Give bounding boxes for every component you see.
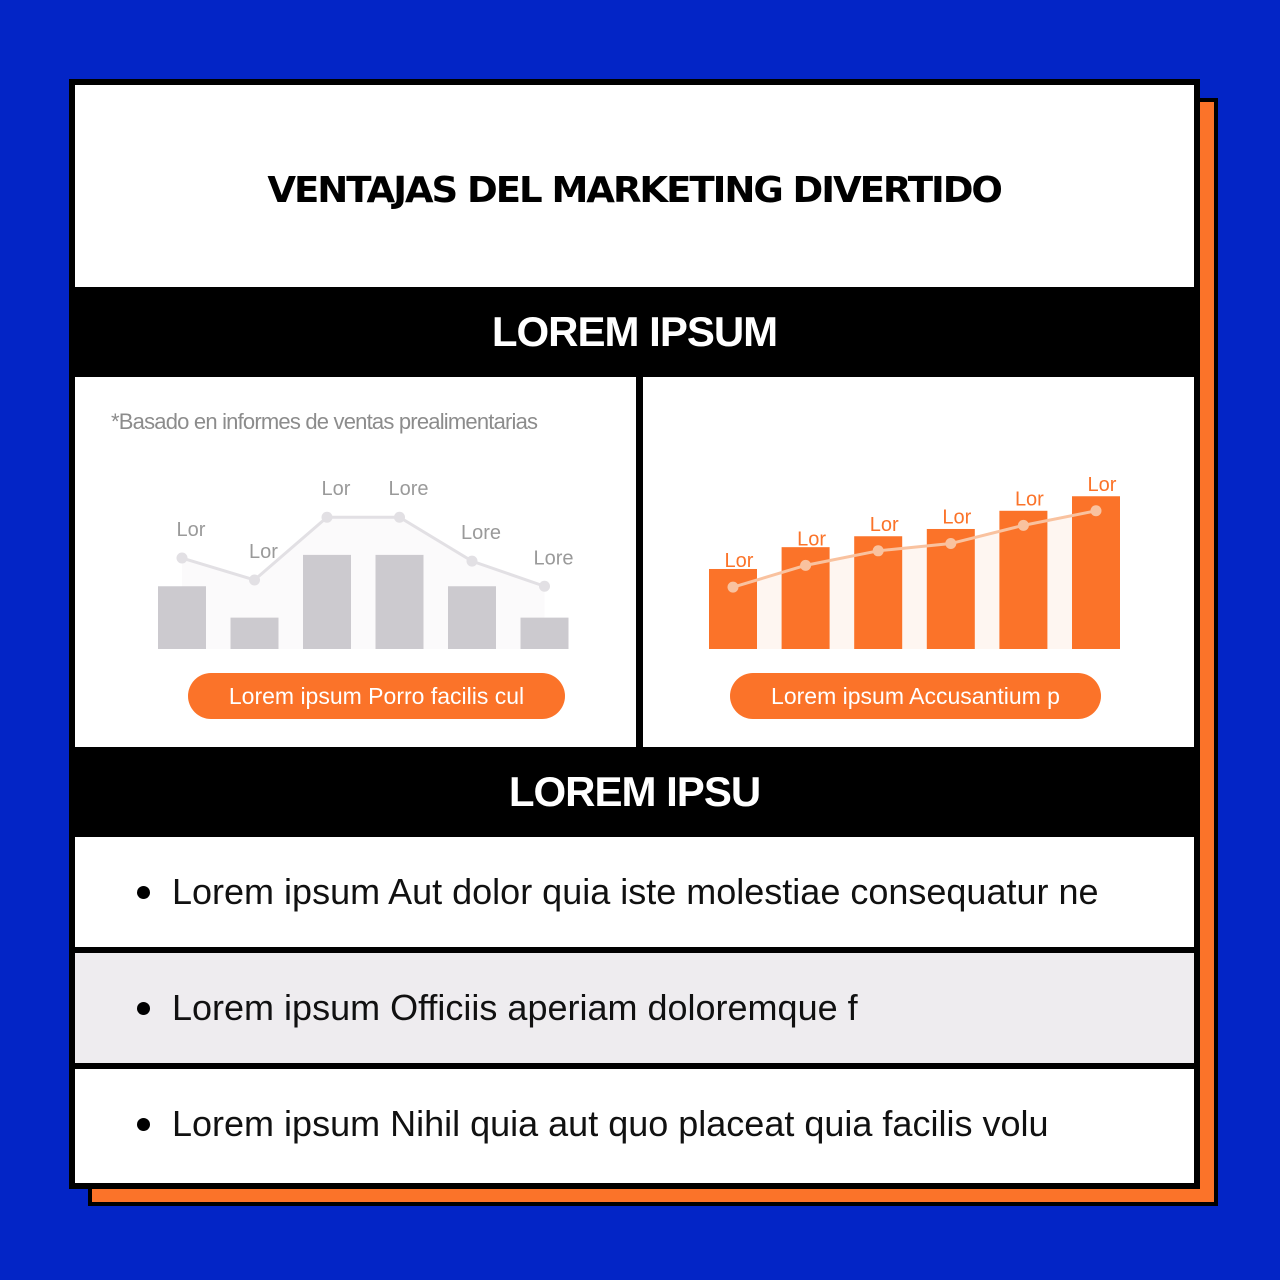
list-item [75,837,1194,947]
trend-point [873,545,884,556]
chart-bar [999,511,1047,649]
trend-point [800,560,811,571]
data-label: Lore [388,478,429,501]
data-label: Lor [797,528,827,551]
panel-divider [636,377,643,747]
sales-note: *Basado en informes de ventas prealimentarias [111,409,538,434]
trend-point [728,582,739,593]
trend-point [945,538,956,549]
data-label: Lor [942,506,972,529]
trend-point [322,512,333,523]
trend-point [539,581,550,592]
list-item-text: Lorem ipsum Officiis aperiam doloremque f [172,987,858,1028]
data-label: Lor [724,550,754,573]
pill-label-right: Lorem ipsum Accusantium p [730,673,1101,719]
trend-point [177,553,188,564]
trend-point [394,512,405,523]
trend-point [249,574,260,585]
chart-panel-right [643,377,1194,747]
chart-bar [158,586,206,649]
list-item [75,1069,1194,1179]
data-label: Lor [176,519,206,542]
list-item-text: Lorem ipsum Aut dolor quia iste molestiae consequatur ne [172,871,1099,912]
data-label: Lor [1014,488,1044,511]
trend-point [1018,520,1029,531]
data-label: Lore [533,547,574,570]
data-label: Lor [869,513,899,536]
data-label: Lor [321,478,351,501]
chart-bar [231,618,279,649]
chart-bar [376,555,424,649]
bullet-icon [137,1118,150,1131]
pill-label-left: Lorem ipsum Porro facilis cul [188,673,565,719]
section-heading-1: LOREM IPSUM [75,287,1194,377]
page-title: VENTAJAS DEL MARKETING DIVERTIDO [267,169,1002,211]
data-label: Lore [460,522,502,545]
title-area [75,85,1194,287]
chart-bar [521,618,569,649]
bullet-icon [137,1002,150,1015]
chart-bar [1072,496,1120,649]
list-item-text: Lorem ipsum Nihil quia aut quo placeat quia facilis volu [172,1103,1049,1144]
data-label: Lor [249,540,278,563]
chart-bar [448,586,496,649]
data-label: Lor [1087,473,1117,496]
chart-panel-left [75,377,636,747]
trend-point [467,556,478,567]
chart-bar [303,555,351,649]
section-heading-2: LOREM IPSU [75,747,1194,837]
infographic-card [69,79,1200,1189]
bullet-icon [137,886,150,899]
list-item [75,953,1194,1063]
trend-point [1091,505,1102,516]
